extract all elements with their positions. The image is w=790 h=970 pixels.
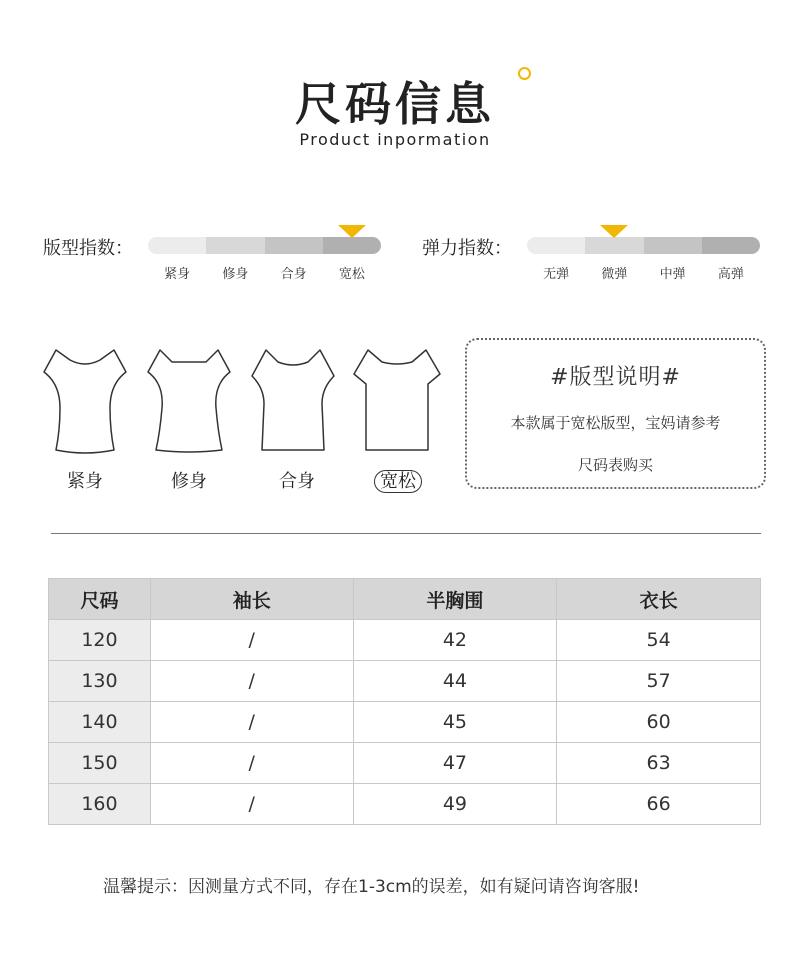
stretch-index-marker-icon bbox=[600, 225, 628, 238]
chest-cell: 45 bbox=[353, 702, 557, 743]
measurement-tip: 温馨提示：因测量方式不同，存在1-3cm的误差，如有疑问请咨询客服! bbox=[103, 877, 640, 897]
size-table-header-row bbox=[49, 579, 761, 620]
fit-description-line: 尺码表购买 bbox=[577, 456, 653, 474]
fit-index-scale bbox=[148, 237, 381, 254]
decorative-circle-icon bbox=[518, 67, 531, 80]
size-table bbox=[48, 578, 761, 825]
length-cell: 60 bbox=[557, 702, 761, 743]
size-cell: 120 bbox=[49, 620, 151, 661]
sleeve-cell: / bbox=[150, 661, 353, 702]
stretch-index-label: 弹力指数： bbox=[422, 238, 512, 259]
stretch-option: 高弹 bbox=[717, 267, 744, 282]
table-row bbox=[49, 661, 761, 702]
stretch-scale-segment bbox=[702, 237, 760, 254]
page-subtitle: Product inpormation bbox=[299, 130, 491, 149]
fit-index-options bbox=[148, 263, 381, 282]
stretch-option: 中弹 bbox=[659, 267, 686, 282]
fit-scale-segment bbox=[323, 237, 381, 254]
size-cell: 150 bbox=[49, 743, 151, 784]
size-cell: 160 bbox=[49, 784, 151, 825]
stretch-option: 无弹 bbox=[543, 267, 570, 282]
column-header-sleeve-length: 袖长 bbox=[150, 579, 353, 620]
silhouette-label-tight: 紧身 bbox=[67, 471, 103, 492]
sleeve-cell: / bbox=[150, 784, 353, 825]
chest-cell: 47 bbox=[353, 743, 557, 784]
table-row bbox=[49, 743, 761, 784]
sleeve-cell: / bbox=[150, 702, 353, 743]
fit-option: 紧身 bbox=[164, 267, 191, 282]
chest-cell: 49 bbox=[353, 784, 557, 825]
stretch-index-options bbox=[527, 263, 760, 282]
silhouette-label-loose-selected: 宽松 bbox=[353, 467, 443, 493]
fit-description-line: 本款属于宽松版型，宝妈请参考 bbox=[510, 414, 721, 432]
silhouette-label-slim: 修身 bbox=[171, 471, 207, 492]
fit-scale-segment bbox=[148, 237, 206, 254]
silhouette-label-regular: 合身 bbox=[279, 471, 315, 492]
size-cell: 130 bbox=[49, 661, 151, 702]
chest-cell: 42 bbox=[353, 620, 557, 661]
size-cell: 140 bbox=[49, 702, 151, 743]
loose-fit-shirt-icon bbox=[352, 346, 442, 456]
slim-fit-shirt-icon bbox=[144, 346, 234, 456]
sleeve-cell: / bbox=[150, 743, 353, 784]
fit-description-title: #版型说明# bbox=[550, 365, 681, 390]
table-row bbox=[49, 784, 761, 825]
fit-option: 修身 bbox=[222, 267, 249, 282]
stretch-scale-segment bbox=[527, 237, 585, 254]
stretch-scale-segment bbox=[644, 237, 702, 254]
fit-index-label: 版型指数： bbox=[43, 238, 133, 259]
table-row bbox=[49, 620, 761, 661]
fit-option: 宽松 bbox=[338, 267, 365, 282]
length-cell: 63 bbox=[557, 743, 761, 784]
stretch-option: 微弹 bbox=[601, 267, 628, 282]
table-row bbox=[49, 702, 761, 743]
length-cell: 57 bbox=[557, 661, 761, 702]
column-header-body-length: 衣长 bbox=[557, 579, 761, 620]
fit-scale-segment bbox=[265, 237, 323, 254]
fit-index-marker-icon bbox=[338, 225, 366, 238]
regular-fit-shirt-icon bbox=[248, 346, 338, 456]
sleeve-cell: / bbox=[150, 620, 353, 661]
length-cell: 66 bbox=[557, 784, 761, 825]
fit-description-box bbox=[465, 338, 766, 489]
fit-option: 合身 bbox=[280, 267, 307, 282]
fit-scale-segment bbox=[206, 237, 264, 254]
section-divider bbox=[51, 533, 761, 534]
column-header-half-chest: 半胸围 bbox=[353, 579, 557, 620]
stretch-scale-segment bbox=[585, 237, 643, 254]
page-title: 尺码信息 bbox=[295, 77, 495, 131]
length-cell: 54 bbox=[557, 620, 761, 661]
chest-cell: 44 bbox=[353, 661, 557, 702]
stretch-index-scale bbox=[527, 237, 760, 254]
column-header-size: 尺码 bbox=[49, 579, 151, 620]
tight-fit-shirt-icon bbox=[40, 346, 130, 456]
